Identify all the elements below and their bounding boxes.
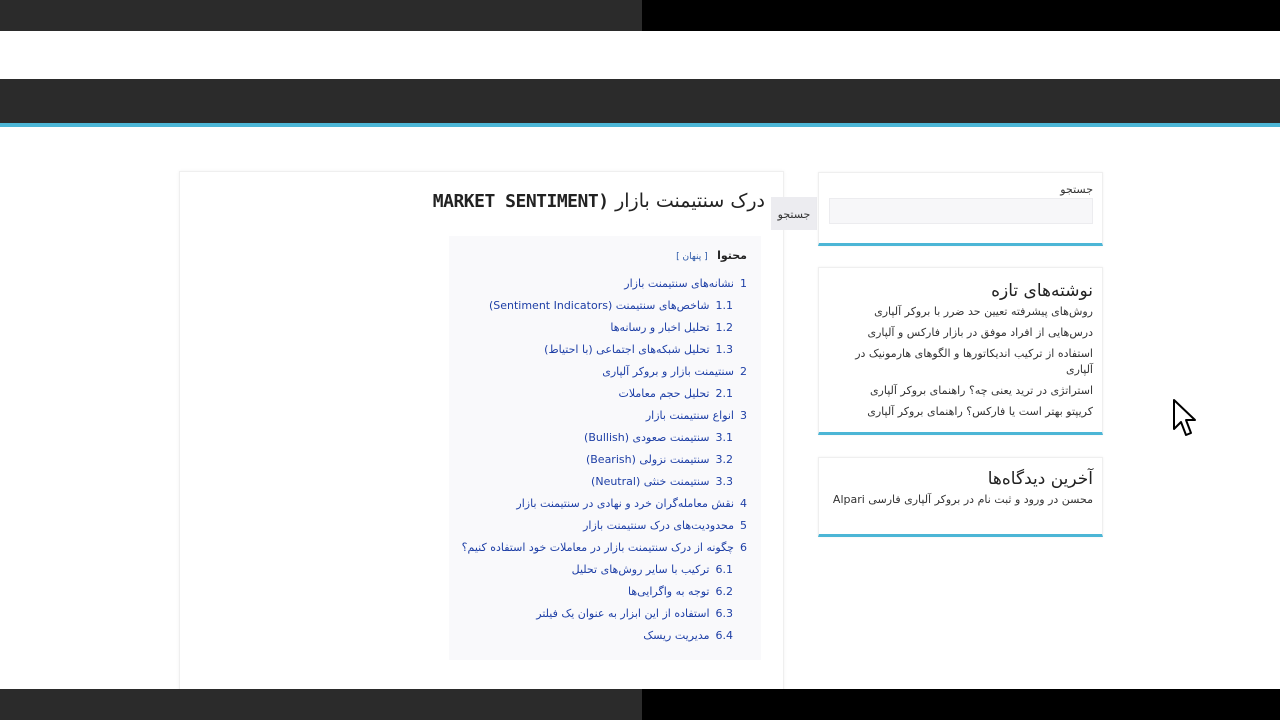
toc-item-number: 3.1 xyxy=(715,431,733,444)
recent-comments-title: آخرین دیدگاه‌ها xyxy=(987,469,1093,489)
toc-item[interactable] xyxy=(462,584,733,606)
toc-header xyxy=(676,249,747,262)
recent-posts-title: نوشته‌های تازه xyxy=(991,281,1093,301)
bottom-bar xyxy=(0,689,1280,720)
toc-item-number: 1.2 xyxy=(715,321,733,334)
search-tab-button[interactable]: جستجو xyxy=(771,197,817,230)
toc-item[interactable] xyxy=(462,628,733,650)
recent-posts-widget xyxy=(818,267,1103,435)
toc-item-label: مدیریت ریسک xyxy=(643,629,710,642)
search-label: جستجو xyxy=(1060,183,1093,196)
toc-item-number: 1.1 xyxy=(715,299,733,312)
toc-list xyxy=(462,276,747,650)
toc-item[interactable] xyxy=(462,518,747,540)
toc-item[interactable] xyxy=(462,298,733,320)
toc-item-number: 1 xyxy=(740,277,747,290)
toc-item[interactable] xyxy=(462,276,747,298)
toc-item-number: 5 xyxy=(740,519,747,532)
toc-item-label: سنتیمنت نزولی (Bearish) xyxy=(585,453,710,466)
recent-post-link[interactable]: روش‌های پیشرفته تعیین حد ضرر با بروکر آلپاری xyxy=(874,305,1093,318)
toc-item[interactable] xyxy=(462,540,747,562)
toc-item-number: 2 xyxy=(740,365,747,378)
recent-post-link[interactable]: درس‌هایی از افراد موفق در بازار فارکس و آلپاری xyxy=(867,326,1093,339)
article-title xyxy=(433,190,765,212)
top-bar-right xyxy=(642,0,1280,31)
top-bar xyxy=(0,0,1280,31)
recent-posts-list xyxy=(831,304,1093,425)
bottom-bar-left xyxy=(0,689,642,720)
toc-item-label: توجه به واگرایی‌ها xyxy=(627,585,710,598)
toc-item-number: 3 xyxy=(740,409,747,422)
article-title-en: (MARKET SENTIMENT xyxy=(432,191,610,212)
toc-item-number: 6.3 xyxy=(715,607,733,620)
toc-item-number: 4 xyxy=(740,497,747,510)
toc-item-label: نشانه‌های سنتیمنت بازار xyxy=(624,277,734,290)
toc-item-number: 2.1 xyxy=(715,387,733,400)
toc-item-label: شاخص‌های سنتیمنت (Sentiment Indicators) xyxy=(488,299,710,312)
toc-item[interactable] xyxy=(462,320,733,342)
main-navigation-bar xyxy=(0,79,1280,123)
toc-item-label: استفاده از این ابزار به عنوان یک فیلتر xyxy=(536,607,710,620)
toc-item[interactable] xyxy=(462,562,733,584)
toc-item-label: سنتیمنت صعودی (Bullish) xyxy=(584,431,710,444)
toc-item-label: سنتیمنت خنثی (Neutral) xyxy=(591,475,710,488)
toc-item[interactable] xyxy=(462,452,733,474)
toc-item-label: چگونه از درک سنتیمنت بازار در معاملات خود استفاده کنیم؟ xyxy=(461,541,734,554)
toc-title: محتوا xyxy=(717,249,747,262)
recent-post-link[interactable]: کریپتو بهتر است یا فارکس؟ راهنمای بروکر آلپاری xyxy=(867,405,1093,418)
toc-item-number: 6.4 xyxy=(715,629,733,642)
mouse-pointer-icon xyxy=(1172,398,1198,438)
article-title-fa: درک سنتیمنت بازار xyxy=(615,190,765,212)
toc-item-label: ترکیب با سایر روش‌های تحلیل xyxy=(571,563,710,576)
toc-item[interactable] xyxy=(462,386,733,408)
toc-item[interactable] xyxy=(462,496,747,518)
toc-item-label: تحلیل اخبار و رسانه‌ها xyxy=(610,321,710,334)
toc-item[interactable] xyxy=(462,430,733,452)
toc-item[interactable] xyxy=(462,342,733,364)
toc-item[interactable] xyxy=(462,364,747,386)
toc-item-label: نقش معامله‌گران خرد و نهادی در سنتیمنت بازار xyxy=(516,497,734,510)
navigation-accent-line xyxy=(0,123,1280,127)
recent-comment-item[interactable]: محسن در ورود و ثبت نام در بروکر آلپاری فارسی Alpari xyxy=(832,493,1093,506)
toc-item-label: انواع سنتیمنت بازار xyxy=(645,409,734,422)
toc-toggle-link[interactable]: [ پنهان ] xyxy=(676,252,708,262)
recent-post-link[interactable]: استراتژی در ترید یعنی چه؟ راهنمای بروکر آلپاری xyxy=(869,384,1093,397)
toc-item-number: 6 xyxy=(740,541,747,554)
bottom-bar-right xyxy=(642,689,1280,720)
search-input[interactable] xyxy=(829,198,1093,224)
table-of-contents xyxy=(449,236,761,660)
toc-item-number: 3.2 xyxy=(715,453,733,466)
toc-item-label: تحلیل شبکه‌های اجتماعی (با احتیاط) xyxy=(544,343,710,356)
recent-post-link[interactable]: استفاده از ترکیب اندیکاتورها و الگوهای هارمونیک در آلپاری xyxy=(855,347,1093,376)
toc-item[interactable] xyxy=(462,408,747,430)
toc-item-label: سنتیمنت بازار و بروکر آلپاری xyxy=(602,365,734,378)
toc-item-label: تحلیل حجم معاملات xyxy=(618,387,710,400)
toc-item-number: 6.1 xyxy=(715,563,733,576)
recent-comments-widget xyxy=(818,457,1103,537)
toc-item-number: 6.2 xyxy=(715,585,733,598)
toc-item-label: محدودیت‌های درک سنتیمنت بازار xyxy=(583,519,734,532)
toc-item-number: 1.3 xyxy=(715,343,733,356)
toc-item-number: 3.3 xyxy=(715,475,733,488)
toc-item[interactable] xyxy=(462,474,733,496)
top-bar-left xyxy=(0,0,642,31)
search-widget xyxy=(818,172,1103,246)
toc-item[interactable] xyxy=(462,606,733,628)
